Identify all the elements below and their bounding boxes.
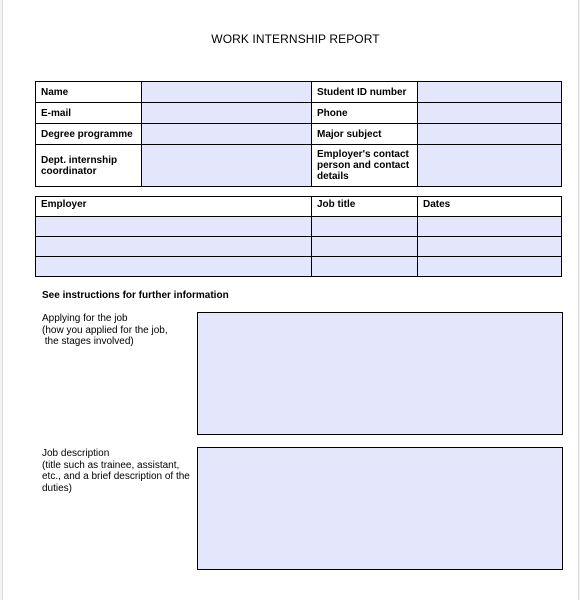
- dates-field[interactable]: [418, 257, 562, 277]
- major-subject-field[interactable]: [418, 124, 562, 145]
- applying-textarea[interactable]: [197, 312, 563, 435]
- applying-label: Applying for the job (how you applied for the job, the stages involved): [42, 313, 168, 347]
- table-row: [36, 217, 562, 237]
- major-subject-label: Major subject: [312, 124, 418, 145]
- coordinator-field[interactable]: [142, 145, 312, 187]
- employer-field[interactable]: [36, 217, 312, 237]
- dates-field[interactable]: [418, 217, 562, 237]
- table-row: [36, 257, 562, 277]
- phone-label: Phone: [312, 103, 418, 124]
- coordinator-label: Dept. internship coordinator: [36, 145, 142, 187]
- student-id-label: Student ID number: [312, 82, 418, 103]
- job-description-textarea[interactable]: [197, 447, 563, 570]
- job-title-field[interactable]: [312, 217, 418, 237]
- employer-field[interactable]: [36, 257, 312, 277]
- employer-field[interactable]: [36, 237, 312, 257]
- document-page: [2, 0, 579, 600]
- employer-contact-field[interactable]: [418, 145, 562, 187]
- email-label: E-mail: [36, 103, 142, 124]
- job-description-label: Job description (title such as trainee, assistant, etc., and a brief description of the duties): [42, 448, 190, 494]
- degree-programme-label: Degree programme: [36, 124, 142, 145]
- employer-header: Employer: [36, 197, 312, 217]
- email-field[interactable]: [142, 103, 312, 124]
- phone-field[interactable]: [418, 103, 562, 124]
- employer-contact-label: Employer's contact person and contact details: [312, 145, 418, 187]
- name-label: Name: [36, 82, 142, 103]
- job-title-header: Job title: [312, 197, 418, 217]
- dates-header: Dates: [418, 197, 562, 217]
- employer-table: [35, 196, 562, 277]
- job-title-field[interactable]: [312, 257, 418, 277]
- job-title-field[interactable]: [312, 237, 418, 257]
- table-row: [36, 237, 562, 257]
- degree-programme-field[interactable]: [142, 124, 312, 145]
- page-title: WORK INTERNSHIP REPORT: [211, 32, 380, 46]
- name-field[interactable]: [142, 82, 312, 103]
- student-info-table: [35, 81, 562, 187]
- student-id-field[interactable]: [418, 82, 562, 103]
- dates-field[interactable]: [418, 237, 562, 257]
- instructions-note: See instructions for further information: [42, 290, 229, 301]
